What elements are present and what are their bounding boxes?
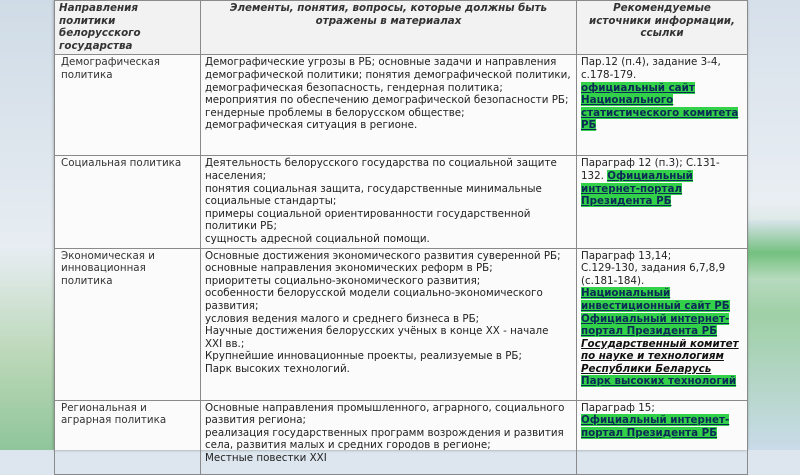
row-sources — [577, 400, 748, 474]
row-direction: Экономическая и инновационная политика — [55, 248, 201, 400]
link-investment-site[interactable]: Национальный инвестиционный сайт РБ — [581, 287, 730, 312]
background-left-decoration — [0, 0, 60, 450]
link-statistics-committee[interactable]: официальный сайт Национального статистического комитета РБ — [581, 81, 739, 132]
table-row — [55, 248, 748, 400]
row-direction: Демографическая политика — [55, 55, 201, 156]
link-president-portal[interactable]: Официальный интернет-портал Президента РБ — [581, 169, 693, 208]
row-sources — [577, 55, 748, 156]
policy-table — [54, 0, 748, 475]
table-row — [55, 55, 748, 156]
source-reference: Параграф 12 (п.3); С.131- 132. — [581, 157, 720, 182]
header-directions: Направления политики белорусского государства — [55, 1, 201, 55]
table-header-row — [55, 1, 748, 55]
table-row — [55, 156, 748, 248]
source-reference: Пар.12 (п.4), задание 3-4, с.178-179. — [581, 56, 721, 81]
header-elements: Элементы, понятия, вопросы, которые должны быть отражены в материалах — [201, 1, 577, 55]
row-elements: Демографические угрозы в РБ; основные задачи и направления демографической политики; понятия демографической политики, демографическая безопасность, гендерная политика; мероприятия по обеспечению демографической безопасности РБ; гендерные проблемы в белорусском обществе; демографическая ситуация в регионе. — [201, 55, 577, 156]
row-sources — [577, 248, 748, 400]
link-hi-tech-park[interactable]: Парк высоких технологий — [581, 375, 737, 388]
link-president-portal[interactable]: Официальный интернет- портал Президента РБ — [581, 312, 730, 338]
row-direction: Социальная политика — [55, 156, 201, 248]
background-flag-decoration — [745, 220, 800, 280]
document-sheet — [54, 0, 747, 464]
row-elements: Основные достижения экономического развития суверенной РБ; основные направления экономических реформ в РБ; приоритеты социально-экономического развития; особенности белорусской модели социально-экономического развития; условия ведения малого и среднего бизнеса в РБ; Научные достижения белорусских учёных в конце XX - начале XXI вв.; Крупнейшие инновационные проекты, реализуемые в РБ; Парк высоких технологий. — [201, 248, 577, 400]
row-elements: Деятельность белорусского государства по социальной защите населения; понятия социальная защита, государственные минимальные социальные стандарты; примеры социальной ориентированности государственной политики РБ; сущность адресной социальной помощи. — [201, 156, 577, 248]
link-president-portal[interactable]: Официальный интернет- портал Президента РБ — [581, 414, 730, 439]
source-reference: Параграф 15; — [581, 401, 655, 414]
row-direction: Региональная и аграрная политика — [55, 400, 201, 474]
link-science-committee[interactable]: Государственный комитет по науке и технологиям Республики Беларусь — [581, 337, 739, 375]
header-sources: Рекомендуемые источники информации, ссылки — [577, 1, 748, 55]
source-reference: Параграф 13,14; С.129-130, задания 6,7,8,9 (с.181-184). — [581, 249, 726, 287]
row-elements: Основные направления промышленного, аграрного, социального развития региона; реализация государственных программ возрождения и развития села, развития малых и средних городов в регионе; Местные повестки XXI — [201, 400, 577, 474]
row-sources — [577, 156, 748, 248]
table-row — [55, 400, 748, 474]
